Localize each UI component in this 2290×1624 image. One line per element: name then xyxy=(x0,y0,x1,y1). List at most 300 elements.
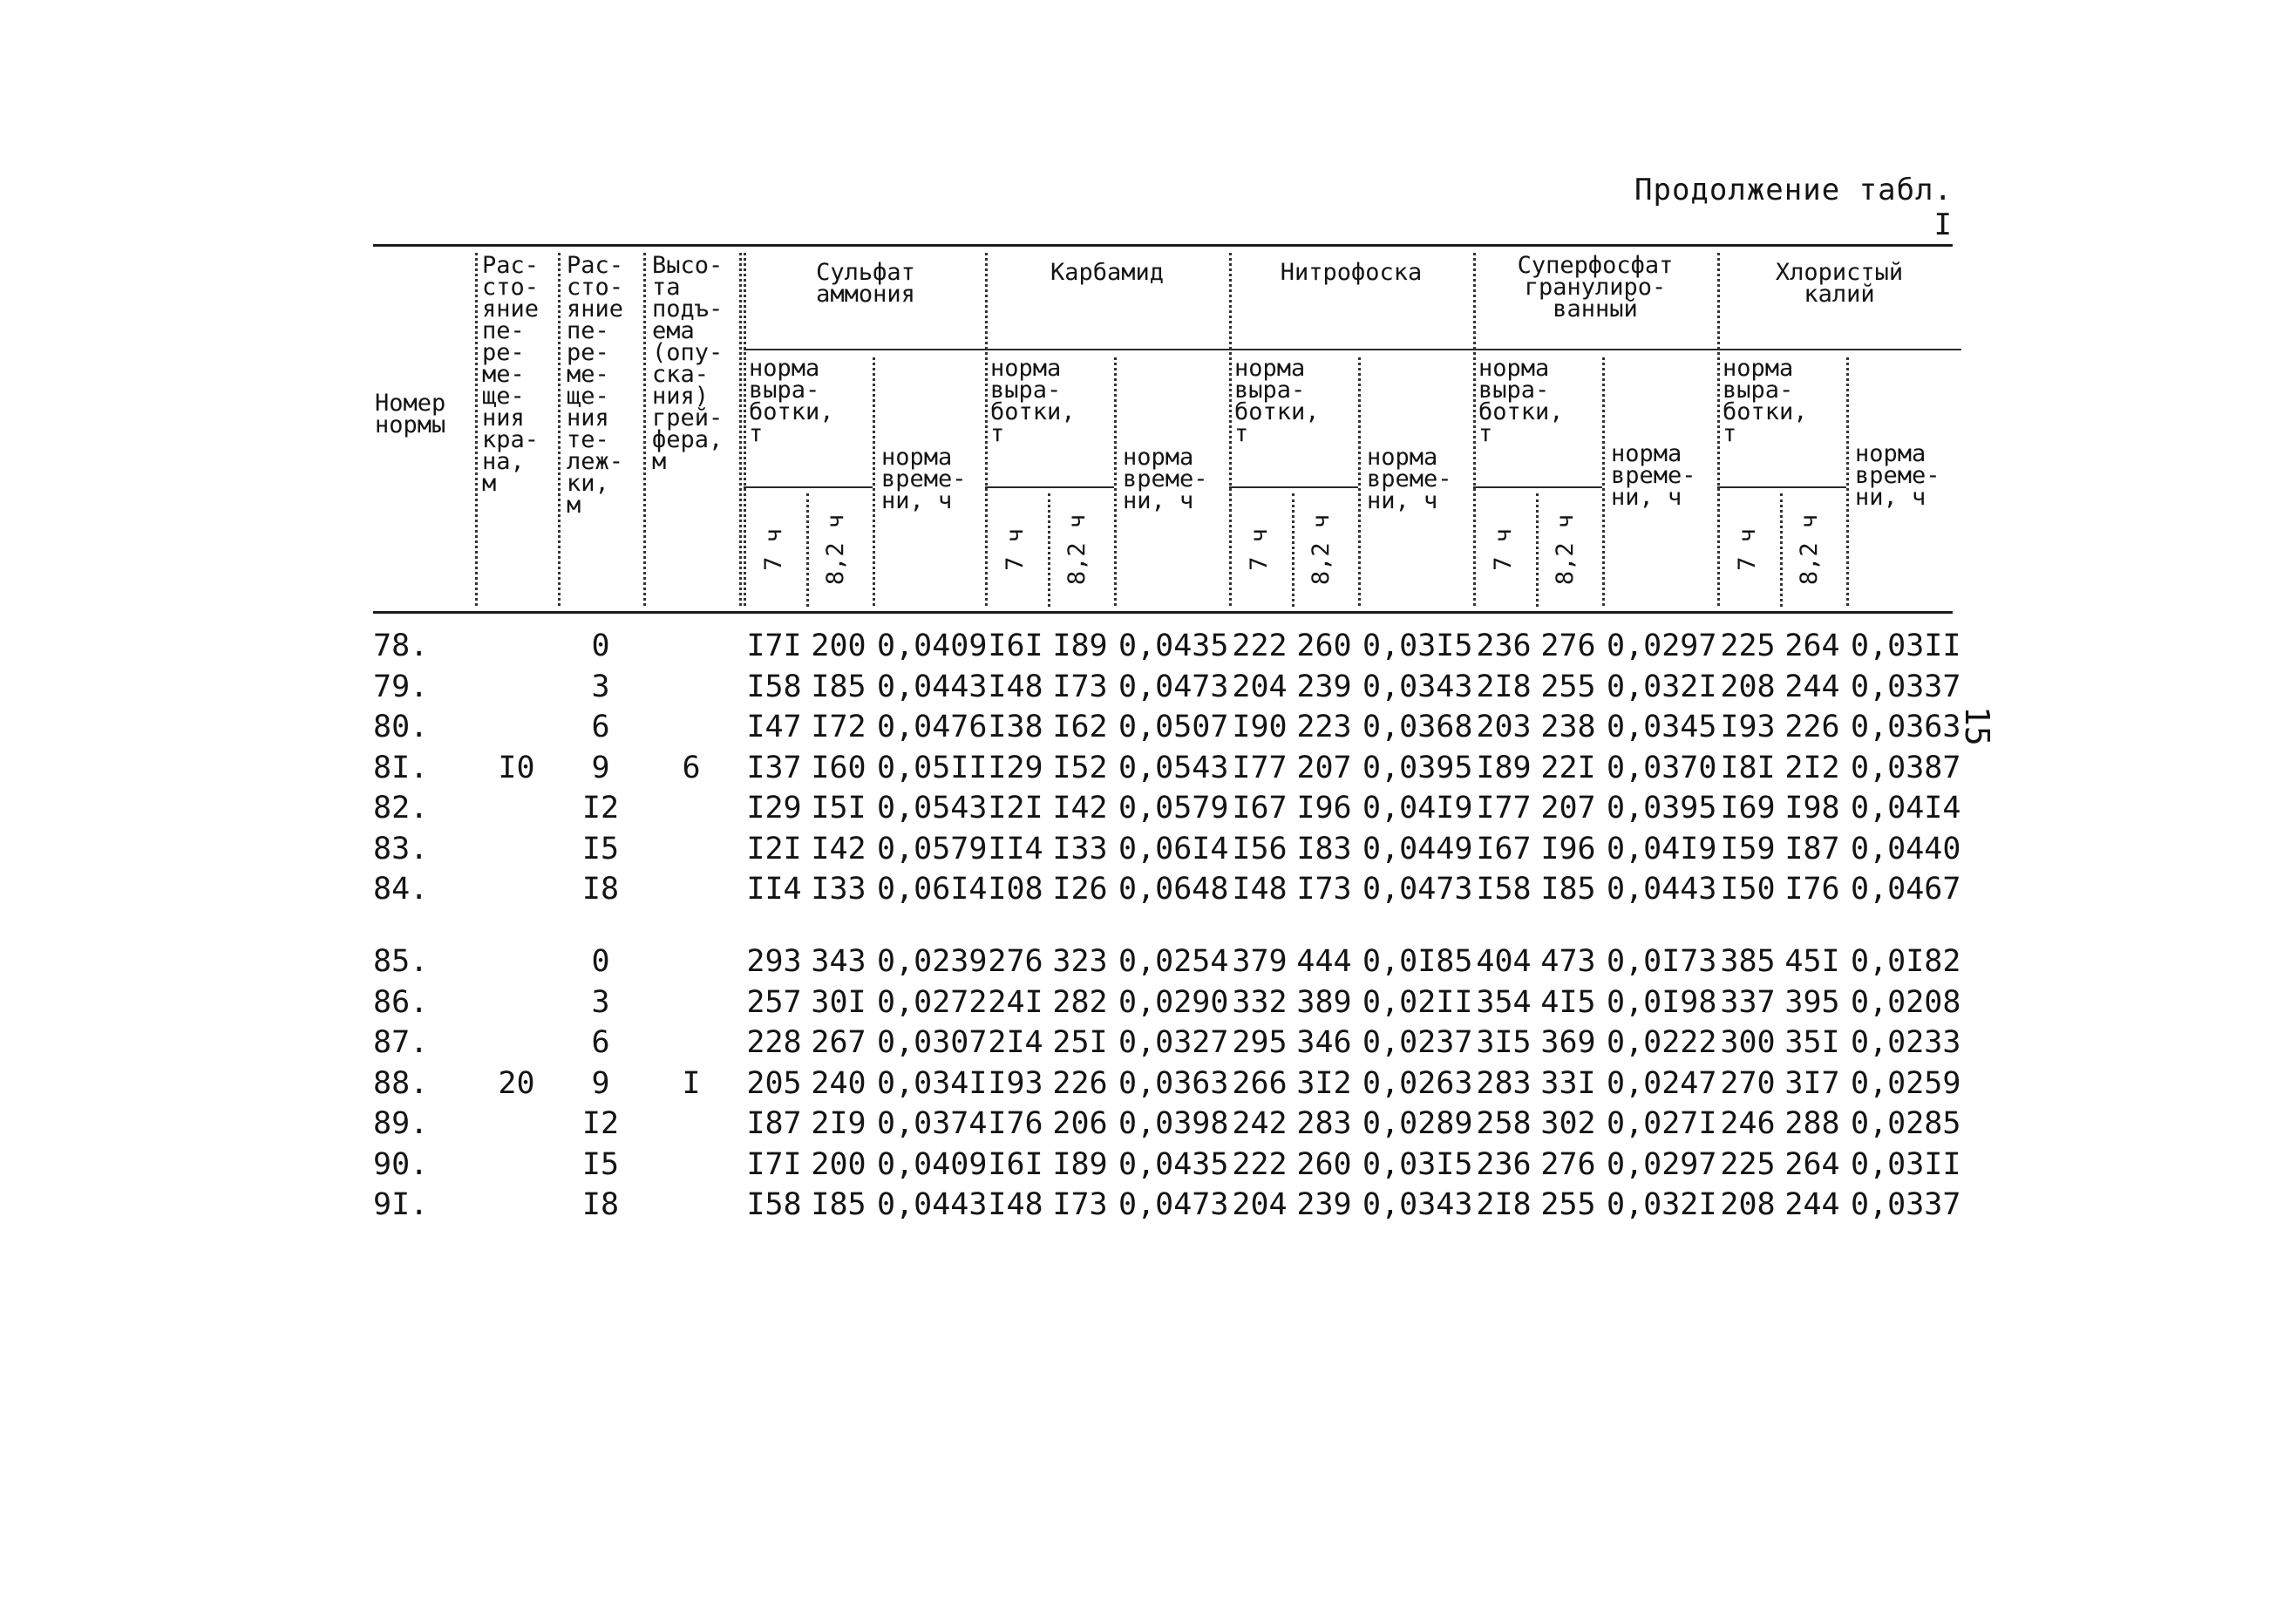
output-norm-cell: 238 xyxy=(1540,710,1596,744)
output-norm-cell: I60 xyxy=(811,750,866,785)
time-norm-cell: 0,0395 xyxy=(1362,750,1473,785)
time-norm-cell: 0,0363 xyxy=(1118,1065,1229,1101)
time-norm-cell: 0,034I xyxy=(877,1065,988,1101)
product-title-nitrophoska: Нитрофоска xyxy=(1280,259,1423,286)
time-norm-cell: 0,0579 xyxy=(877,831,988,866)
shift-8-2h-label-nitrophoska xyxy=(1295,493,1348,605)
product-title-superphosphate: Суперфосфат гранулиро- ванный xyxy=(1517,252,1674,323)
output-norm-cell: I47 xyxy=(746,710,802,744)
norm-number-cell: 90. xyxy=(373,1146,429,1182)
output-norm-cell: I67 xyxy=(1232,791,1288,826)
output-norm-cell: 267 xyxy=(811,1025,866,1060)
output-norm-cell: 276 xyxy=(988,944,1043,979)
trolley-distance-cell: 6 xyxy=(591,1025,610,1060)
time-norm-label-carbamide: норма време- ни, ч xyxy=(1123,444,1208,514)
output-norm-cell: I85 xyxy=(1540,872,1596,907)
time-norm-cell: 0,0368 xyxy=(1362,710,1473,744)
shift-7h-text: 7 ч xyxy=(1245,527,1273,571)
output-norm-cell: I29 xyxy=(746,791,802,826)
output-norm-cell: I89 xyxy=(1052,1146,1108,1182)
product-title-potassium-chloride: Хлористый калий xyxy=(1775,259,1904,308)
output-norm-label-carbamide: норма выра- ботки, т xyxy=(990,355,1076,447)
output-norm-cell: I73 xyxy=(1296,872,1352,907)
time-norm-cell: 0,0374 xyxy=(877,1106,988,1141)
page-number: 15 xyxy=(1958,706,1996,746)
time-norm-cell: 0,0259 xyxy=(1851,1065,1961,1101)
output-norm-cell: 205 xyxy=(746,1065,802,1101)
output-norm-cell: 200 xyxy=(811,1146,866,1182)
shift-7h-label-carbamide xyxy=(989,493,1041,605)
shift-separator xyxy=(1048,493,1050,607)
output-norm-cell: 222 xyxy=(1232,629,1288,663)
output-norm-underline xyxy=(744,486,873,488)
output-norm-cell: 385 xyxy=(1720,944,1776,979)
output-norm-cell: I76 xyxy=(1784,872,1840,907)
norm-number-cell: 79. xyxy=(373,669,429,704)
shift-8-2h-text: 8,2 ч xyxy=(1552,513,1580,585)
time-norm-cell: 0,0237 xyxy=(1362,1025,1473,1060)
time-norm-cell: 0,0222 xyxy=(1607,1025,1717,1060)
time-norm-cell: 0,03I5 xyxy=(1362,1146,1473,1182)
output-norm-cell: I33 xyxy=(811,872,866,907)
output-norm-cell: I58 xyxy=(1476,872,1532,907)
output-norm-cell: I93 xyxy=(988,1065,1043,1101)
output-norm-cell: 2I8 xyxy=(1476,1187,1532,1222)
header-crane-distance: Рас- сто- яние пе- ре- ме- ще- ния кра- на, м xyxy=(482,252,540,497)
shift-8-2h-label-carbamide xyxy=(1051,493,1104,605)
output-norm-cell: I96 xyxy=(1296,791,1352,826)
product-title-underline xyxy=(985,349,1229,350)
output-norm-cell: 204 xyxy=(1232,1187,1288,1222)
shift-7h-text: 7 ч xyxy=(1489,527,1517,571)
product-title-underline xyxy=(1473,349,1717,350)
time-norm-cell: 0,0409 xyxy=(877,1146,988,1182)
time-norm-cell: 0,0272 xyxy=(877,984,988,1020)
time-norm-label-ammonium-sulfate: норма време- ни, ч xyxy=(881,444,967,514)
output-norm-cell: I48 xyxy=(988,669,1043,704)
output-norm-cell: I72 xyxy=(811,710,866,744)
output-norm-cell: 3I5 xyxy=(1476,1025,1532,1060)
output-norm-cell: 240 xyxy=(811,1065,866,1101)
shift-8-2h-text: 8,2 ч xyxy=(1063,513,1091,585)
output-norm-cell: 3I2 xyxy=(1296,1065,1352,1101)
header-trolley-distance: Рас- сто- яние пе- ре- ме- ще- ния те- леж- ки, м xyxy=(567,252,624,519)
trolley-distance-cell: 9 xyxy=(591,750,610,785)
output-norm-cell: 264 xyxy=(1784,1146,1840,1182)
output-norm-cell: 2I2 xyxy=(1784,750,1840,785)
output-norm-cell: 283 xyxy=(1476,1065,1532,1101)
time-norm-cell: 0,0543 xyxy=(1118,750,1229,785)
time-norm-cell: 0,0449 xyxy=(1362,831,1473,866)
output-norm-cell: I85 xyxy=(811,669,866,704)
output-norm-cell: I2I xyxy=(746,831,802,866)
output-norm-cell: I59 xyxy=(1720,831,1776,866)
output-norm-cell: 236 xyxy=(1476,1146,1532,1182)
norm-number-cell: 82. xyxy=(373,791,429,826)
output-norm-cell: I37 xyxy=(746,750,802,785)
time-norm-cell: 0,0543 xyxy=(877,791,988,826)
group-separator xyxy=(1473,253,1476,606)
output-norm-underline xyxy=(985,486,1114,488)
output-norm-label-potassium-chloride: норма выра- ботки, т xyxy=(1723,355,1808,447)
output-norm-cell: I90 xyxy=(1232,710,1288,744)
time-norm-cell: 0,0285 xyxy=(1851,1106,1961,1141)
output-norm-cell: I73 xyxy=(1052,1187,1108,1222)
output-norm-cell: 24I xyxy=(988,984,1043,1020)
output-norm-cell: I29 xyxy=(988,750,1043,785)
time-norm-cell: 0,0443 xyxy=(877,1187,988,1222)
output-norm-cell: I76 xyxy=(988,1106,1043,1141)
time-norm-cell: 0,05II xyxy=(877,750,988,785)
output-norm-cell: 226 xyxy=(1784,710,1840,744)
output-norm-cell: 295 xyxy=(1232,1025,1288,1060)
norm-number-cell: 88. xyxy=(373,1065,429,1101)
output-norm-cell: 337 xyxy=(1720,984,1776,1020)
output-norm-label-nitrophoska: норма выра- ботки, т xyxy=(1234,355,1320,447)
output-norm-cell: I83 xyxy=(1296,831,1352,866)
trolley-distance-cell: I5 xyxy=(581,1146,620,1182)
output-norm-underline xyxy=(1717,486,1846,488)
trolley-distance-cell: 3 xyxy=(591,669,610,704)
output-norm-cell: 22I xyxy=(1540,750,1596,785)
output-norm-cell: I85 xyxy=(811,1187,866,1222)
time-norm-cell: 0,06I4 xyxy=(1118,831,1229,866)
time-norm-cell: 0,02II xyxy=(1362,984,1473,1020)
time-norm-cell: 0,0409 xyxy=(877,629,988,663)
group-separator xyxy=(985,253,988,606)
time-norm-cell: 0,0337 xyxy=(1851,1187,1961,1222)
time-norm-cell: 0,0343 xyxy=(1362,669,1473,704)
table-row xyxy=(0,1145,2290,1185)
output-norm-cell: I2I xyxy=(988,791,1043,826)
table-row xyxy=(0,829,2290,869)
output-norm-cell: 323 xyxy=(1052,944,1108,979)
time-norm-cell: 0,0579 xyxy=(1118,791,1229,826)
output-norm-cell: I87 xyxy=(746,1106,802,1141)
output-norm-cell: 223 xyxy=(1296,710,1352,744)
norm-separator xyxy=(1846,357,1849,606)
norm-number-cell: 78. xyxy=(373,629,429,663)
table-row xyxy=(0,1023,2290,1063)
shift-separator xyxy=(1292,493,1294,607)
trolley-distance-cell: 9 xyxy=(591,1065,610,1101)
output-norm-cell: 244 xyxy=(1784,669,1840,704)
output-norm-cell: 379 xyxy=(1232,944,1288,979)
table-row xyxy=(0,748,2290,788)
time-norm-cell: 0,03I5 xyxy=(1362,629,1473,663)
table-row xyxy=(0,1063,2290,1104)
output-norm-underline xyxy=(1229,486,1358,488)
output-norm-cell: I48 xyxy=(1232,872,1288,907)
output-norm-cell: 246 xyxy=(1720,1106,1776,1141)
output-norm-cell: I5I xyxy=(811,791,866,826)
output-norm-cell: 2I4 xyxy=(988,1025,1043,1060)
crane-distance-cell: I0 xyxy=(498,750,535,785)
output-norm-cell: 239 xyxy=(1296,1187,1352,1222)
shift-7h-label-ammonium-sulfate xyxy=(747,493,799,605)
table-top-rule xyxy=(373,244,1953,247)
output-norm-cell: 207 xyxy=(1540,791,1596,826)
output-norm-cell: 33I xyxy=(1540,1065,1596,1101)
product-title-underline xyxy=(1229,349,1473,350)
shift-7h-text: 7 ч xyxy=(759,527,787,571)
norm-number-cell: 83. xyxy=(373,831,429,866)
output-norm-cell: I38 xyxy=(988,710,1043,744)
trolley-distance-cell: 6 xyxy=(591,710,610,744)
norm-number-cell: 85. xyxy=(373,944,429,979)
output-norm-cell: 236 xyxy=(1476,629,1532,663)
time-norm-cell: 0,0443 xyxy=(1607,872,1717,907)
time-norm-cell: 0,0435 xyxy=(1118,629,1229,663)
time-norm-cell: 0,0363 xyxy=(1851,710,1961,744)
time-norm-cell: 0,0263 xyxy=(1362,1065,1473,1101)
time-norm-cell: 0,03II xyxy=(1851,1146,1961,1182)
time-norm-cell: 0,0507 xyxy=(1118,710,1229,744)
output-norm-cell: 45I xyxy=(1784,944,1840,979)
norm-number-cell: 8I. xyxy=(373,750,429,785)
time-norm-label-potassium-chloride: норма време- ни, ч xyxy=(1855,440,1940,511)
lift-height-cell: 6 xyxy=(682,750,701,785)
table-row xyxy=(0,869,2290,909)
trolley-distance-cell: I2 xyxy=(581,1106,620,1141)
time-norm-cell: 0,0247 xyxy=(1607,1065,1717,1101)
time-norm-cell: 0,0473 xyxy=(1118,1187,1229,1222)
output-norm-cell: I58 xyxy=(746,1187,802,1222)
output-norm-cell: 208 xyxy=(1720,669,1776,704)
norm-separator xyxy=(1602,357,1605,606)
product-title-underline xyxy=(744,349,988,350)
output-norm-cell: 225 xyxy=(1720,629,1776,663)
output-norm-cell: 35I xyxy=(1784,1025,1840,1060)
product-title-underline xyxy=(1717,349,1961,350)
output-norm-cell: 204 xyxy=(1232,669,1288,704)
continuation-label: Продолжение табл. I xyxy=(1634,173,1953,242)
time-norm-cell: 0,0I73 xyxy=(1607,944,1717,979)
crane-distance-cell: 20 xyxy=(498,1065,535,1101)
trolley-distance-cell: I2 xyxy=(581,791,620,826)
output-norm-cell: I42 xyxy=(1052,791,1108,826)
output-norm-cell: 200 xyxy=(811,629,866,663)
output-norm-cell: 255 xyxy=(1540,1187,1596,1222)
shift-7h-label-superphosphate xyxy=(1477,493,1529,605)
output-norm-cell: II4 xyxy=(746,872,802,907)
time-norm-cell: 0,0233 xyxy=(1851,1025,1961,1060)
product-title-ammonium-sulfate: Сульфат аммония xyxy=(816,259,915,308)
time-norm-label-nitrophoska: норма време- ни, ч xyxy=(1367,444,1452,514)
trolley-distance-cell: I8 xyxy=(581,872,620,907)
norm-number-cell: 89. xyxy=(373,1106,429,1141)
output-norm-cell: 276 xyxy=(1540,629,1596,663)
output-norm-cell: I26 xyxy=(1052,872,1108,907)
time-norm-cell: 0,0648 xyxy=(1118,872,1229,907)
norm-separator xyxy=(1114,357,1117,606)
output-norm-cell: 242 xyxy=(1232,1106,1288,1141)
output-norm-cell: 404 xyxy=(1476,944,1532,979)
table-row xyxy=(0,667,2290,707)
header-lift-height: Высо- та подъ- ема (опу- ска- ния) грей- фера, м xyxy=(652,252,724,475)
shift-7h-label-nitrophoska xyxy=(1233,493,1285,605)
norm-number-cell: 9I. xyxy=(373,1187,429,1222)
output-norm-cell: 389 xyxy=(1296,984,1352,1020)
output-norm-cell: 282 xyxy=(1052,984,1108,1020)
time-norm-cell: 0,0290 xyxy=(1118,984,1229,1020)
output-norm-cell: 30I xyxy=(811,984,866,1020)
output-norm-cell: 395 xyxy=(1784,984,1840,1020)
output-norm-cell: 293 xyxy=(746,944,802,979)
header-column-separator xyxy=(739,253,742,606)
time-norm-cell: 0,04I9 xyxy=(1607,831,1717,866)
output-norm-cell: I7I xyxy=(746,1146,802,1182)
output-norm-cell: I98 xyxy=(1784,791,1840,826)
norm-number-cell: 84. xyxy=(373,872,429,907)
time-norm-cell: 0,03II xyxy=(1851,629,1961,663)
output-norm-cell: 222 xyxy=(1232,1146,1288,1182)
output-norm-cell: 225 xyxy=(1720,1146,1776,1182)
shift-8-2h-text: 8,2 ч xyxy=(822,513,850,585)
output-norm-cell: 258 xyxy=(1476,1106,1532,1141)
output-norm-cell: 228 xyxy=(746,1025,802,1060)
output-norm-cell: 264 xyxy=(1784,629,1840,663)
time-norm-cell: 0,04I4 xyxy=(1851,791,1961,826)
time-norm-cell: 0,0307 xyxy=(877,1025,988,1060)
output-norm-cell: 257 xyxy=(746,984,802,1020)
time-norm-cell: 0,0327 xyxy=(1118,1025,1229,1060)
shift-separator xyxy=(1780,493,1783,607)
time-norm-cell: 0,0395 xyxy=(1607,791,1717,826)
time-norm-cell: 0,032I xyxy=(1607,1187,1717,1222)
output-norm-cell: 207 xyxy=(1296,750,1352,785)
shift-7h-text: 7 ч xyxy=(1733,527,1761,571)
time-norm-cell: 0,0208 xyxy=(1851,984,1961,1020)
table-row xyxy=(0,1185,2290,1225)
time-norm-label-superphosphate: норма време- ни, ч xyxy=(1611,440,1696,511)
output-norm-cell: 266 xyxy=(1232,1065,1288,1101)
output-norm-cell: I69 xyxy=(1720,791,1776,826)
output-norm-cell: I08 xyxy=(988,872,1043,907)
shift-8-2h-label-superphosphate xyxy=(1539,493,1592,605)
group-separator xyxy=(744,253,746,606)
output-norm-cell: 332 xyxy=(1232,984,1288,1020)
norm-number-cell: 80. xyxy=(373,710,429,744)
output-norm-cell: I33 xyxy=(1052,831,1108,866)
group-separator xyxy=(1229,253,1232,606)
time-norm-cell: 0,0473 xyxy=(1118,669,1229,704)
time-norm-cell: 0,0297 xyxy=(1607,629,1717,663)
trolley-distance-cell: 3 xyxy=(591,984,610,1020)
output-norm-cell: 208 xyxy=(1720,1187,1776,1222)
output-norm-cell: I62 xyxy=(1052,710,1108,744)
header-column-separator xyxy=(558,253,561,606)
output-norm-cell: I50 xyxy=(1720,872,1776,907)
time-norm-cell: 0,0387 xyxy=(1851,750,1961,785)
shift-8-2h-label-potassium-chloride xyxy=(1784,493,1836,605)
output-norm-cell: 244 xyxy=(1784,1187,1840,1222)
output-norm-cell: I7I xyxy=(746,629,802,663)
output-norm-cell: 343 xyxy=(811,944,866,979)
output-norm-cell: I48 xyxy=(988,1187,1043,1222)
output-norm-cell: 369 xyxy=(1540,1025,1596,1060)
output-norm-cell: 276 xyxy=(1540,1146,1596,1182)
time-norm-cell: 0,0440 xyxy=(1851,831,1961,866)
norm-separator xyxy=(873,357,875,606)
trolley-distance-cell: 0 xyxy=(591,944,610,979)
time-norm-cell: 0,0239 xyxy=(877,944,988,979)
output-norm-cell: I77 xyxy=(1232,750,1288,785)
output-norm-label-superphosphate: норма выра- ботки, т xyxy=(1478,355,1564,447)
time-norm-cell: 0,0473 xyxy=(1362,872,1473,907)
output-norm-cell: 473 xyxy=(1540,944,1596,979)
shift-7h-text: 7 ч xyxy=(1001,527,1029,571)
output-norm-cell: 300 xyxy=(1720,1025,1776,1060)
output-norm-cell: I77 xyxy=(1476,791,1532,826)
output-norm-cell: 288 xyxy=(1784,1106,1840,1141)
shift-separator xyxy=(1536,493,1539,607)
output-norm-cell: 25I xyxy=(1052,1025,1108,1060)
table-row xyxy=(0,707,2290,747)
output-norm-cell: 283 xyxy=(1296,1106,1352,1141)
product-title-carbamide: Карбамид xyxy=(1050,259,1165,286)
time-norm-cell: 0,0343 xyxy=(1362,1187,1473,1222)
output-norm-cell: I52 xyxy=(1052,750,1108,785)
norm-number-cell: 86. xyxy=(373,984,429,1020)
time-norm-cell: 0,0370 xyxy=(1607,750,1717,785)
time-norm-cell: 0,032I xyxy=(1607,669,1717,704)
shift-8-2h-text: 8,2 ч xyxy=(1796,513,1824,585)
header-bottom-rule xyxy=(373,611,1953,614)
table-row xyxy=(0,788,2290,828)
time-norm-cell: 0,0337 xyxy=(1851,669,1961,704)
output-norm-cell: I6I xyxy=(988,629,1043,663)
output-norm-cell: I6I xyxy=(988,1146,1043,1182)
output-norm-cell: I89 xyxy=(1052,629,1108,663)
output-norm-underline xyxy=(1473,486,1602,488)
table-row xyxy=(0,941,2290,982)
time-norm-cell: 0,0467 xyxy=(1851,872,1961,907)
output-norm-cell: I89 xyxy=(1476,750,1532,785)
output-norm-cell: 2I9 xyxy=(811,1106,866,1141)
output-norm-cell: 444 xyxy=(1296,944,1352,979)
output-norm-cell: 3I7 xyxy=(1784,1065,1840,1101)
time-norm-cell: 0,0443 xyxy=(877,669,988,704)
time-norm-cell: 0,0289 xyxy=(1362,1106,1473,1141)
shift-8-2h-label-ammonium-sulfate xyxy=(810,493,862,605)
trolley-distance-cell: I8 xyxy=(581,1187,620,1222)
output-norm-cell: 206 xyxy=(1052,1106,1108,1141)
shift-7h-label-potassium-chloride xyxy=(1721,493,1773,605)
output-norm-cell: 346 xyxy=(1296,1025,1352,1060)
shift-8-2h-text: 8,2 ч xyxy=(1308,513,1335,585)
time-norm-cell: 0,0435 xyxy=(1118,1146,1229,1182)
output-norm-cell: I73 xyxy=(1052,669,1108,704)
trolley-distance-cell: 0 xyxy=(591,629,610,663)
output-norm-cell: 354 xyxy=(1476,984,1532,1020)
output-norm-cell: I67 xyxy=(1476,831,1532,866)
trolley-distance-cell: I5 xyxy=(581,831,620,866)
output-norm-cell: I8I xyxy=(1720,750,1776,785)
time-norm-cell: 0,06I4 xyxy=(877,872,988,907)
output-norm-cell: 2I8 xyxy=(1476,669,1532,704)
output-norm-cell: 260 xyxy=(1296,629,1352,663)
group-separator xyxy=(1717,253,1720,606)
norm-number-cell: 87. xyxy=(373,1025,429,1060)
time-norm-cell: 0,027I xyxy=(1607,1106,1717,1141)
table-row xyxy=(0,982,2290,1023)
norm-separator xyxy=(1358,357,1361,606)
header-norm-number: Номер нормы xyxy=(375,390,446,438)
output-norm-cell: II4 xyxy=(988,831,1043,866)
output-norm-cell: 239 xyxy=(1296,669,1352,704)
output-norm-cell: I93 xyxy=(1720,710,1776,744)
